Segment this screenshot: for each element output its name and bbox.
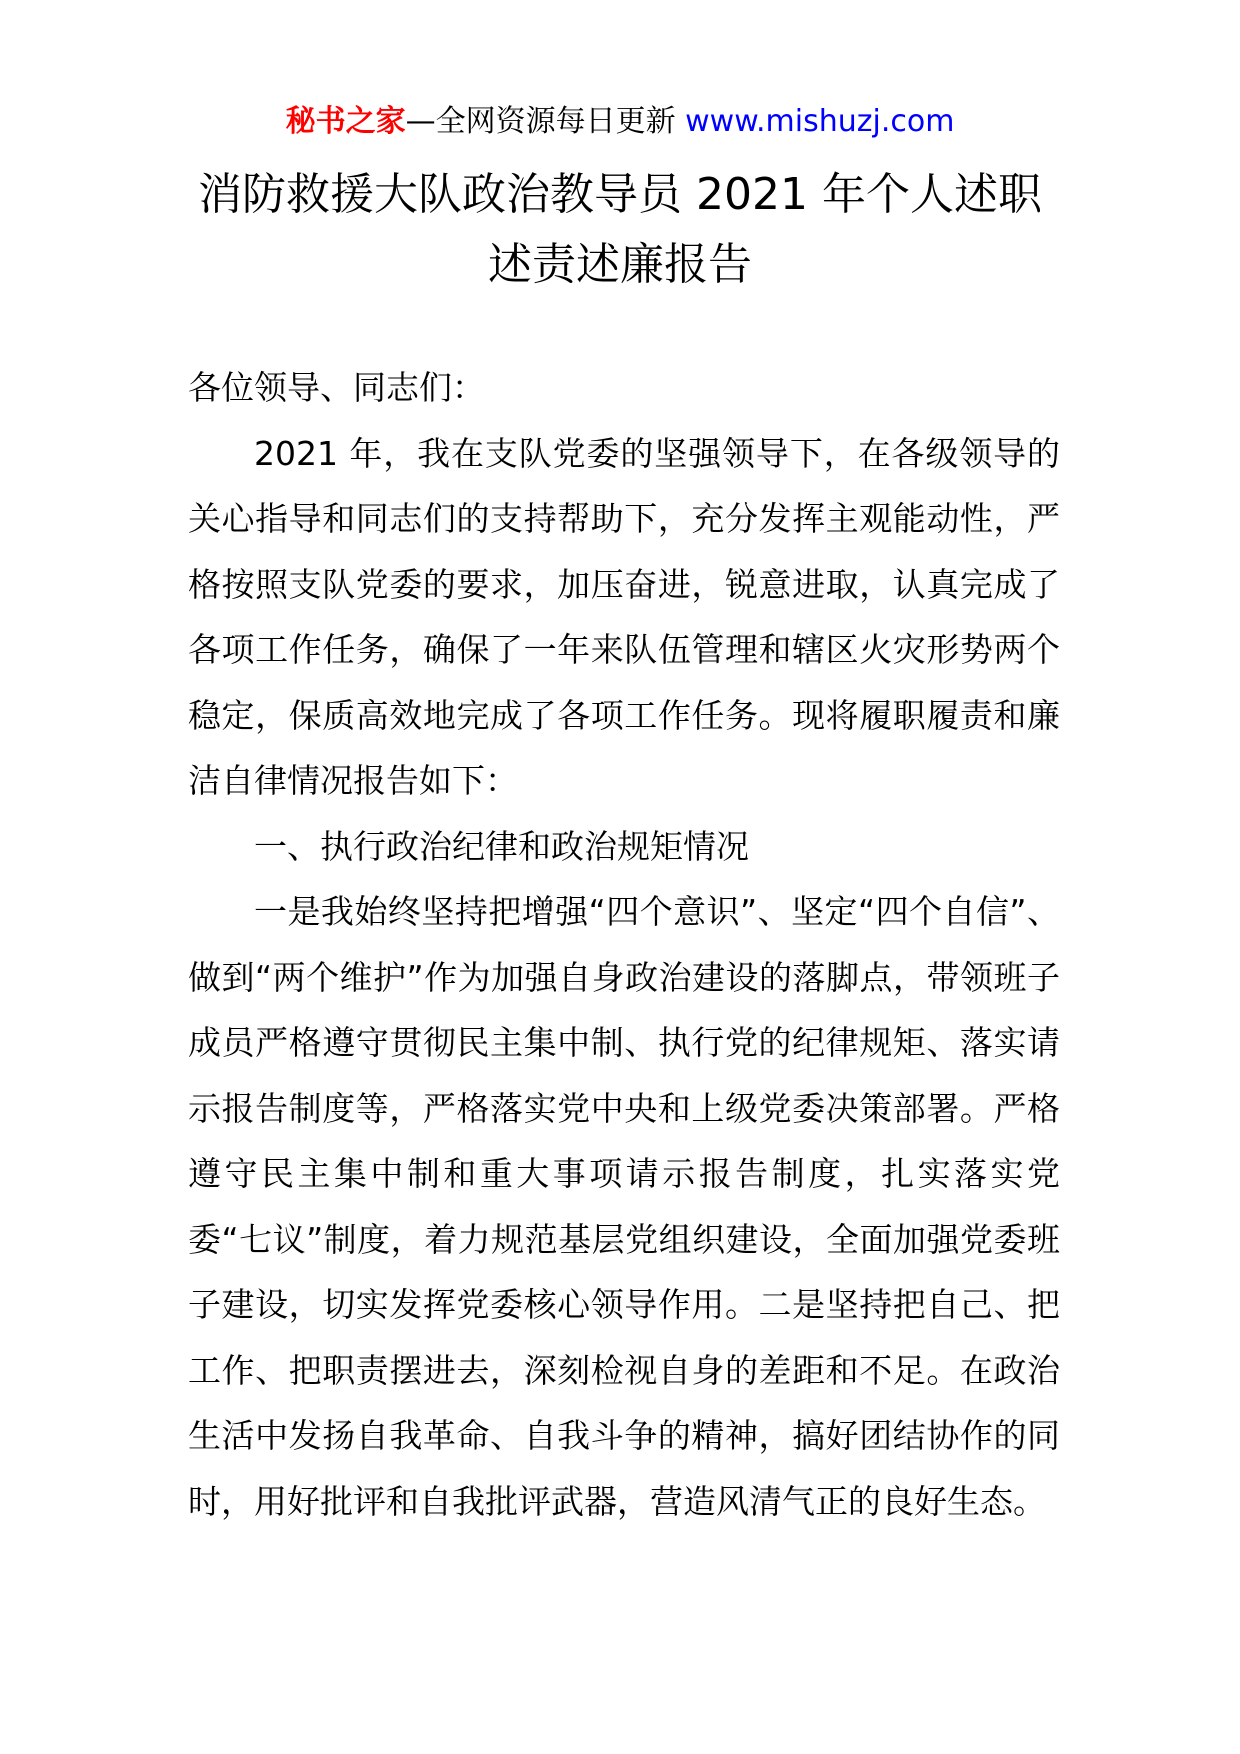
title-line-2: 述责述廉报告 [488,239,752,290]
intro-paragraph: 2021 年，我在支队党委的坚强领导下，在各级领导的关心指导和同志们的支持帮助下，充分发挥主观能动性，严格按照支队党委的要求，加压奋进，锐意进取，认真完成了各项工作任务，确保了一年来队伍管理和辖区火灾形势两个稳定，保质高效地完成了各项工作任务。现将履职履责和廉洁自律情况报告如下： [188,433,1060,800]
document-body [188,355,1060,1534]
brand-name: 秘书之家 [285,104,406,139]
title-line-1: 消防救援大队政治教导员 2021 年个人述职 [198,169,1042,220]
watermark-header [0,100,1240,144]
header-tagline: —全网资源每日更新 [405,104,686,139]
document-title [160,160,1080,300]
section-heading: 一、执行政治纪律和政治规矩情况 [254,826,749,866]
salutation: 各位领导、同志们： [188,368,485,407]
section-paragraph: 一是我始终坚持把增强“四个意识”、坚定“四个自信”、做到“两个维护”作为加强自身政治建设的落脚点，带领班子成员严格遵守贯彻民主集中制、执行党的纪律规矩、落实请示报告制度等，严格落实党中央和上级党委决策部署。严格遵守民主集中制和重大事项请示报告制度，扎实落实党委“七议”制度，着力规范基层党组织建设，全面加强党委班子建设，切实发挥党委核心领导作用。二是坚持把自己、把工作、把职责摆进去，深刻检视自身的差距和不足。在政治生活中发扬自我革命、自我斗争的精神，搞好团结协作的同时，用好批评和自我批评武器，营造风清气正的良好生态。 [188,892,1060,1521]
website-link[interactable]: www.mishuzj.com [685,104,955,139]
